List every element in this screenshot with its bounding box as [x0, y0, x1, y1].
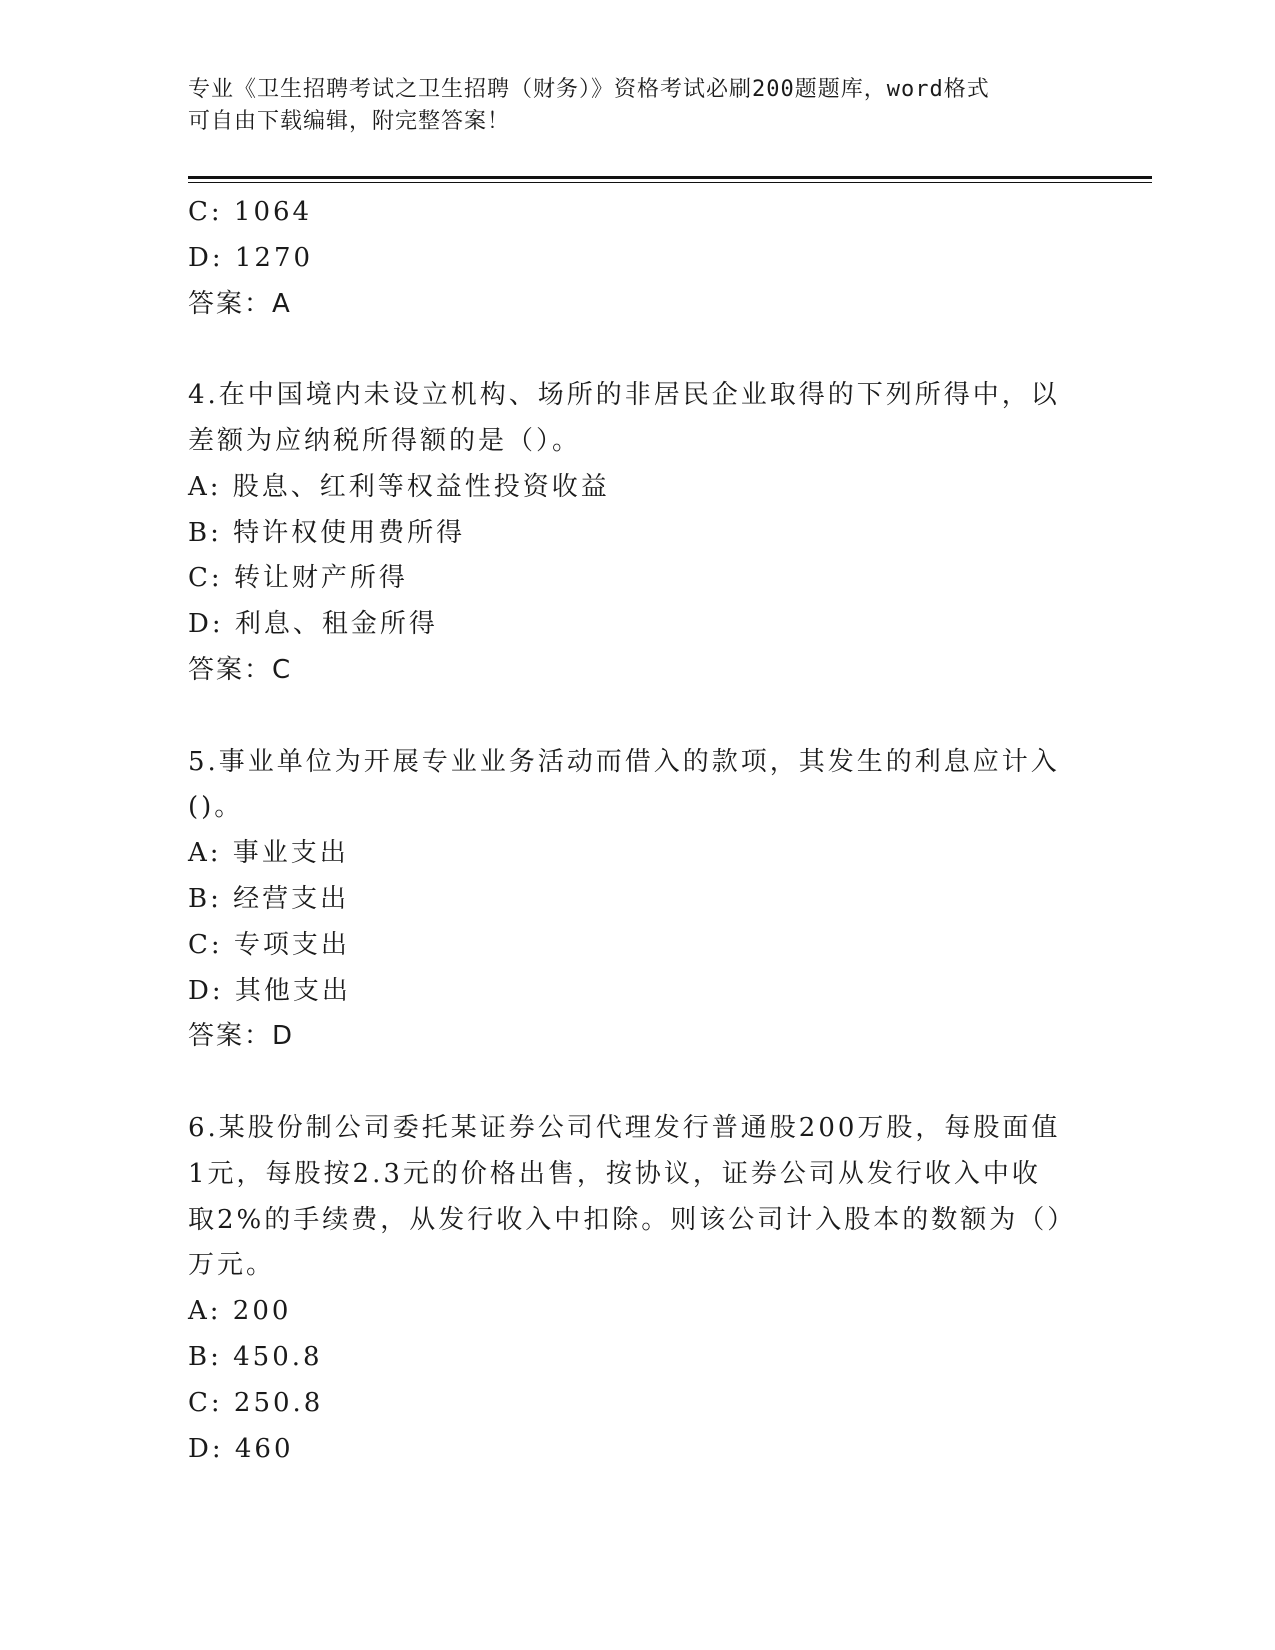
q6-option-d: D: 460: [188, 1433, 294, 1464]
q5-option-a: A: 事业支出: [188, 838, 349, 869]
q4-option-b: B: 特许权使用费所得: [188, 517, 466, 548]
q6-stem-line-1: 6.某股份制公司委托某证券公司代理发行普通股200万股，每股面值: [188, 1112, 1061, 1143]
question-3: [188, 190, 1068, 327]
q6-option-c: C: 250.8: [188, 1387, 324, 1418]
q5-option-b: B: 经营支出: [188, 883, 350, 914]
spacer: [188, 1060, 1068, 1106]
document-header: [188, 74, 1068, 138]
q5-stem-line-2: ()。: [188, 792, 244, 823]
q5-stem-line-1: 5.事业单位为开展专业业务活动而借入的款项，其发生的利息应计入: [188, 746, 1060, 777]
question-4: [188, 373, 1068, 694]
q6-stem-line-2: 1元，每股按2.3元的价格出售，按协议，证券公司从发行收入中收: [188, 1158, 1041, 1189]
question-5: [188, 740, 1068, 1061]
q3-option-d: D: 1270: [188, 242, 314, 273]
q4-option-d: D: 利息、租金所得: [188, 609, 438, 640]
header-divider-thick: [188, 176, 1152, 179]
header-title-line-2: 可自由下载编辑，附完整答案！: [188, 109, 511, 134]
q4-stem-line-1: 4.在中国境内未设立机构、场所的非居民企业取得的下列所得中，以: [188, 380, 1060, 411]
spacer: [188, 694, 1068, 740]
q3-option-c: C: 1064: [188, 197, 313, 227]
q4-answer: 答案：C: [188, 654, 293, 685]
q5-option-c: C: 专项支出: [188, 929, 350, 960]
q6-stem-line-4: 万元。: [188, 1250, 276, 1281]
question-6: [188, 1106, 1077, 1472]
header-title-line-1: 专业《卫生招聘考试之卫生招聘（财务）》资格考试必刷200题题库，word格式: [188, 77, 990, 102]
q4-option-a: A: 股息、红利等权益性投资收益: [188, 471, 610, 502]
q6-option-a: A: 200: [188, 1296, 292, 1327]
question-list: [188, 190, 1077, 1472]
q5-answer: 答案：D: [188, 1021, 295, 1052]
spacer: [188, 327, 1068, 373]
q6-option-b: B: 450.8: [188, 1341, 323, 1372]
q3-answer: 答案：A: [188, 288, 292, 319]
q6-stem-line-3: 取2%的手续费，从发行收入中扣除。则该公司计入股本的数额为（）: [188, 1204, 1077, 1235]
q4-stem-line-2: 差额为应纳税所得额的是（）。: [188, 425, 582, 456]
header-divider-thin: [188, 182, 1152, 183]
q4-option-c: C: 转让财产所得: [188, 563, 408, 594]
q5-option-d: D: 其他支出: [188, 975, 351, 1006]
